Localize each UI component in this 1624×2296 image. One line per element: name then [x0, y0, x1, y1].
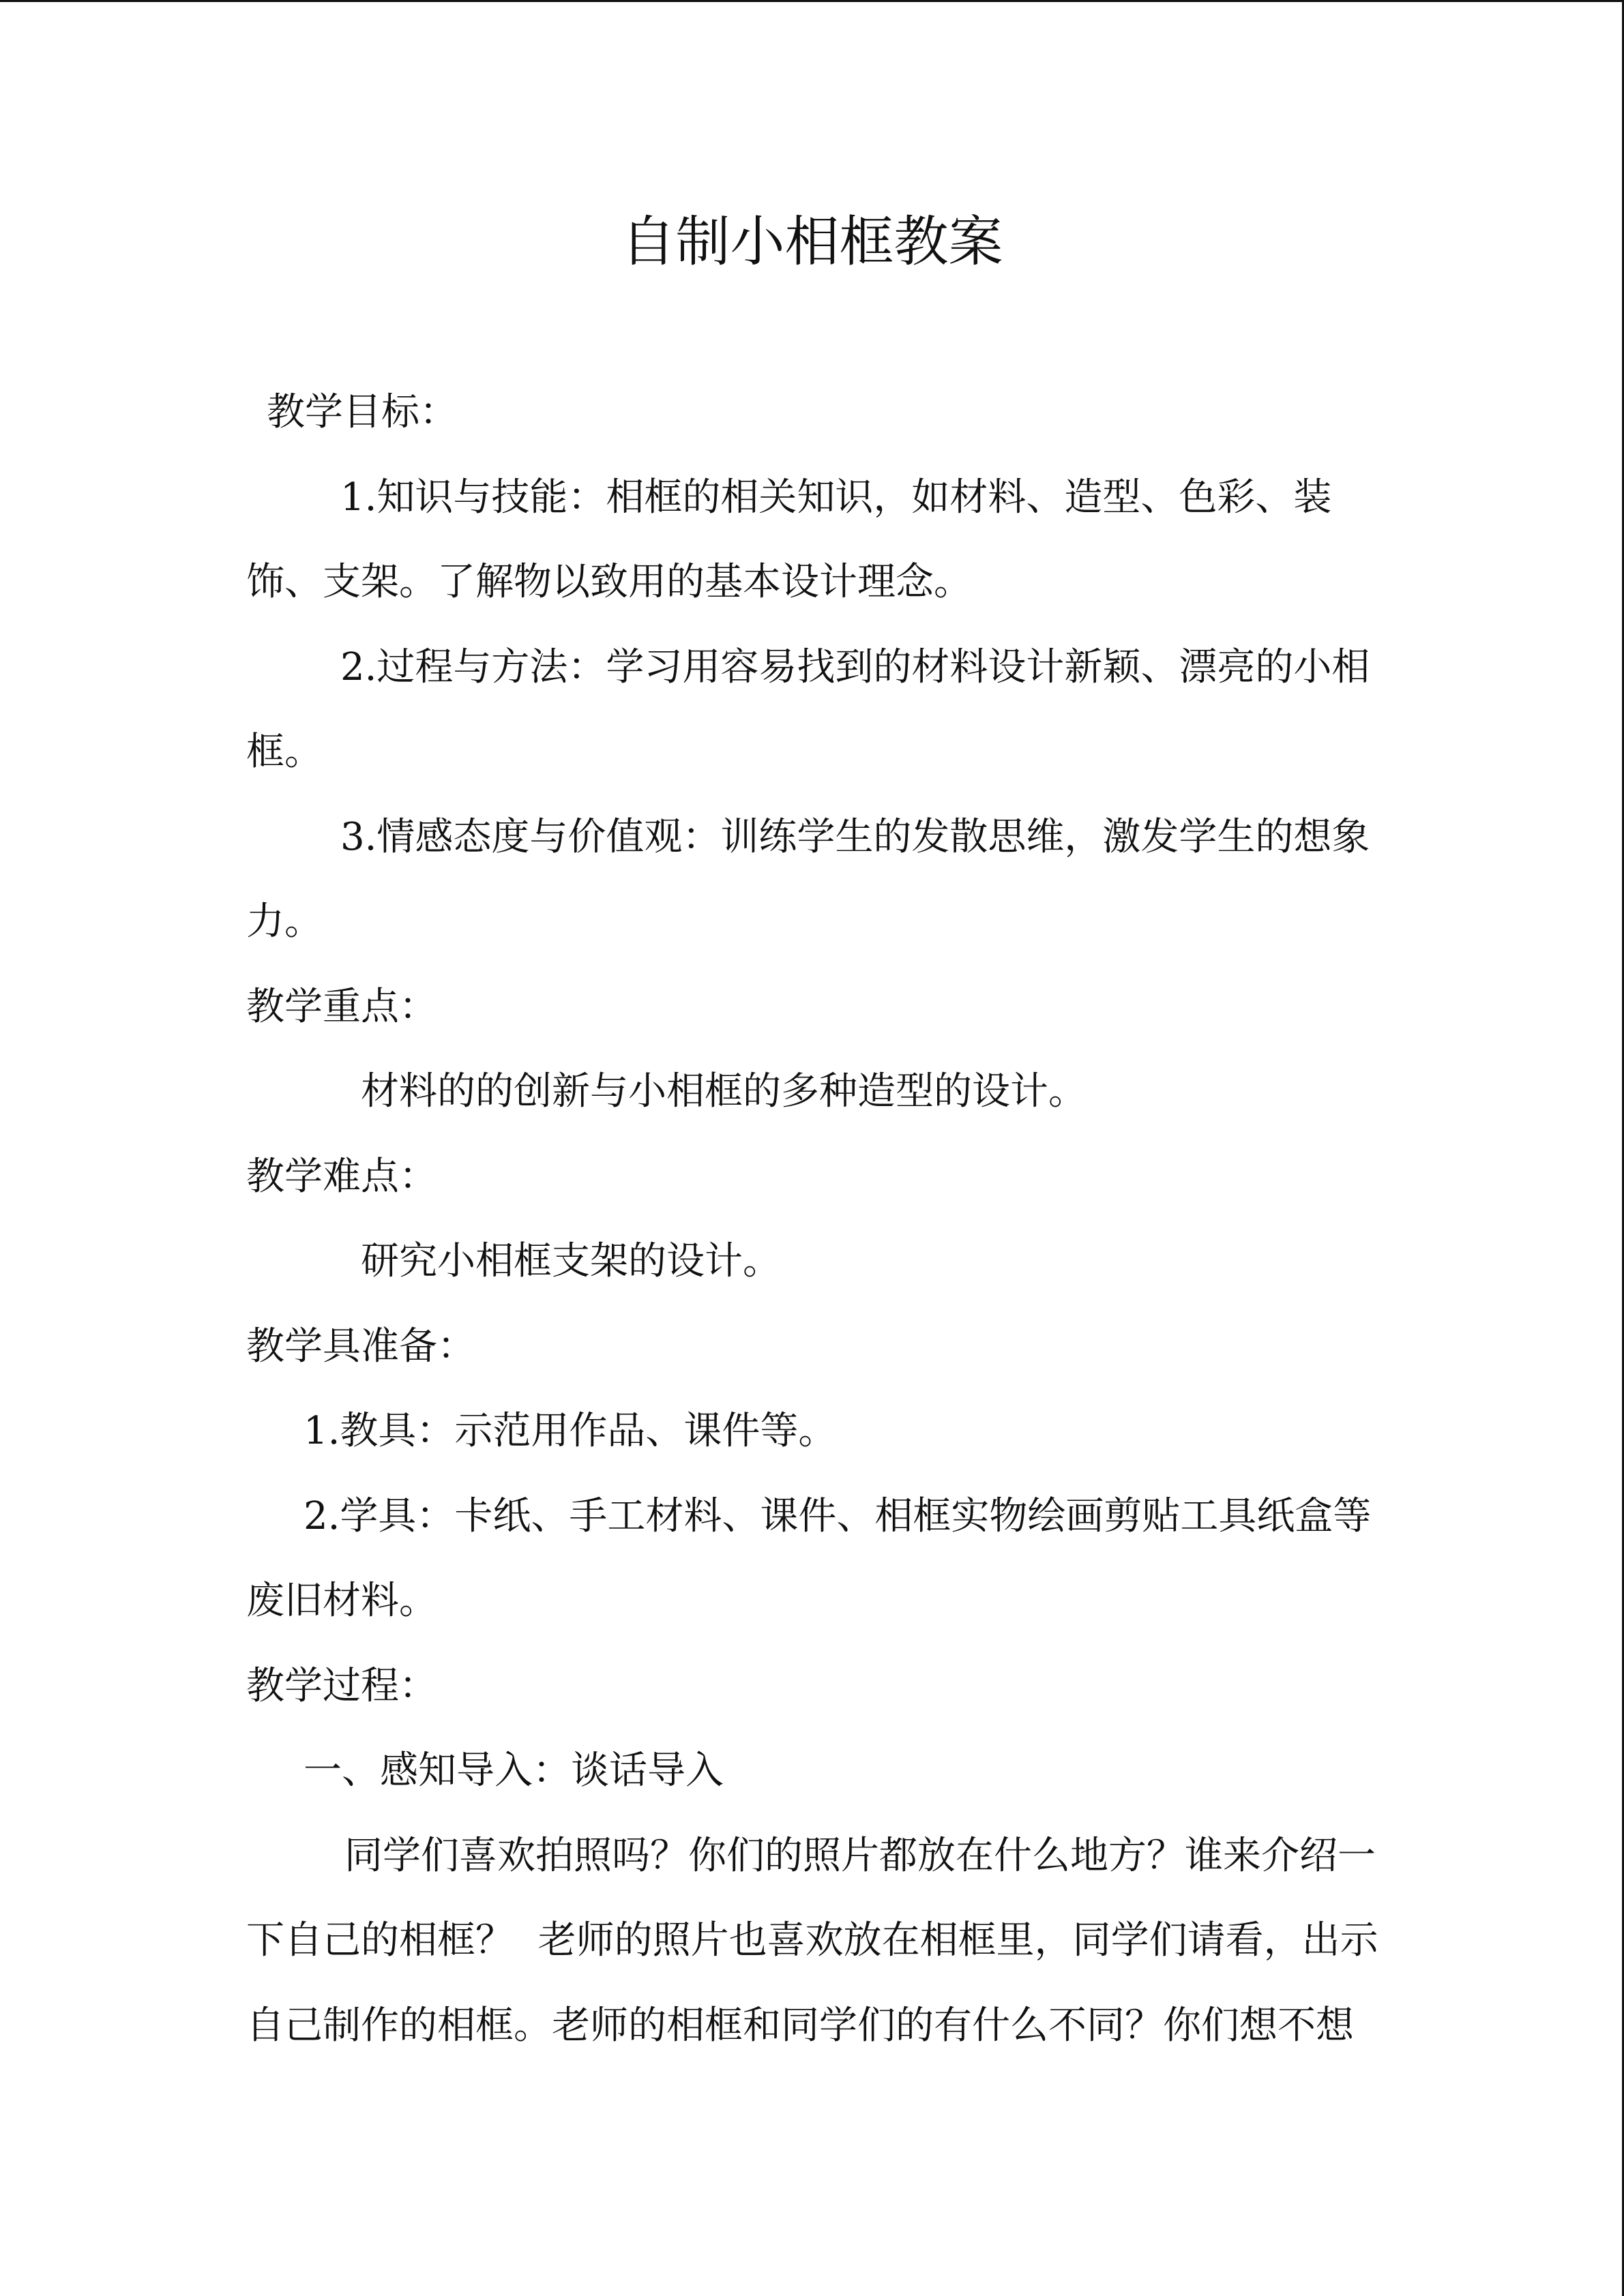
heading-process: 教学过程：	[246, 1663, 437, 1708]
subheading-introduction: 一、感知导入：谈话导入	[304, 1748, 724, 1793]
heading-preparation: 教学具准备：	[246, 1324, 475, 1369]
document-title: 自制小相框教案	[621, 210, 1003, 273]
heading-difficulties: 教学难点：	[246, 1154, 437, 1199]
paragraph-line: 下自己的相框？ 老师的照片也喜欢放在相框里，同学们请看，出示	[246, 1918, 1378, 1963]
paragraph-line: 同学们喜欢拍照吗？你们的照片都放在什么地方？谁来介绍一	[344, 1833, 1376, 1878]
paragraph-line: 1.教具：示范用作品、课件等。	[304, 1409, 837, 1453]
paragraph-line: 3.情感态度与价值观：训练学生的发散思维，激发学生的想象	[340, 814, 1370, 859]
paragraph-line: 废旧材料。	[246, 1579, 437, 1623]
paragraph-line: 力。	[246, 899, 323, 944]
paragraph-line: 2.学具：卡纸、手工材料、课件、相框实物绘画剪贴工具纸盒等	[304, 1493, 1372, 1538]
page-border-top	[0, 0, 1624, 2]
paragraph-line: 自己制作的相框。老师的相框和同学们的有什么不同？你们想不想	[246, 2003, 1354, 2048]
heading-teaching-goals: 教学目标：	[267, 390, 458, 434]
paragraph-line: 材料的的创新与小相框的多种造型的设计。	[361, 1069, 1087, 1114]
paragraph-line: 研究小相框支架的设计。	[361, 1239, 781, 1283]
paragraph-line: 2.过程与方法：学习用容易找到的材料设计新颖、漂亮的小相	[340, 644, 1370, 689]
paragraph-line: 饰、支架。了解物以致用的基本设计理念。	[246, 560, 972, 604]
document-body	[246, 370, 1392, 2068]
heading-key-points: 教学重点：	[246, 984, 437, 1029]
paragraph-line: 1.知识与技能：相框的相关知识，如材料、造型、色彩、装	[340, 475, 1332, 520]
paragraph-line: 框。	[246, 730, 323, 774]
